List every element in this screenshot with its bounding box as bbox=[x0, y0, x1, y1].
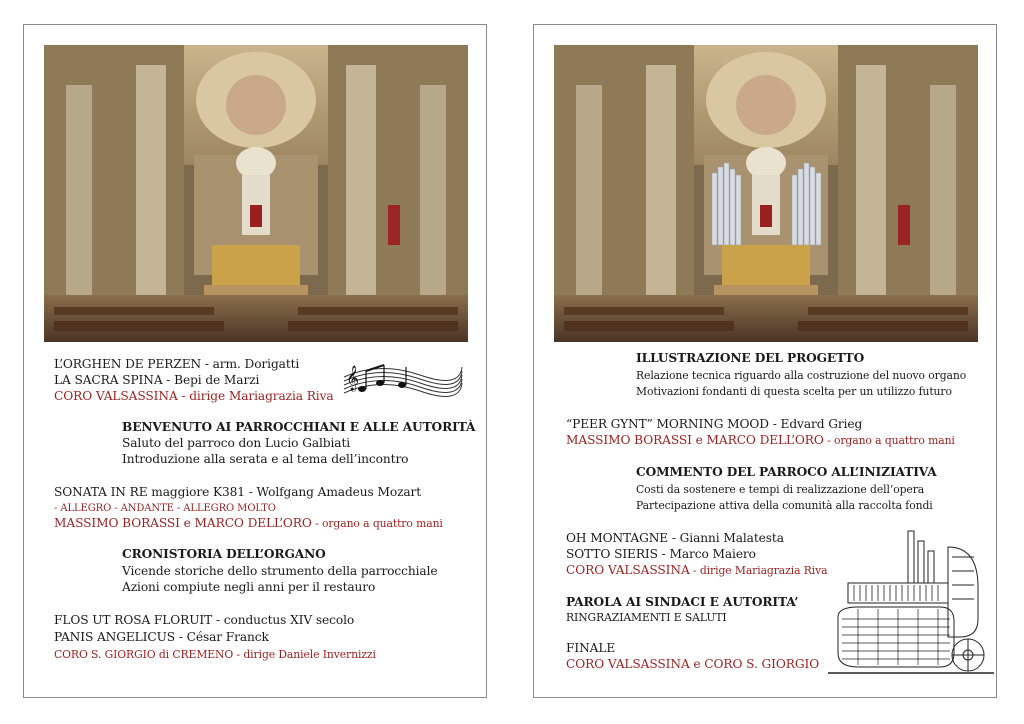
program-line: - ALLEGRO - ANDANTE - ALLEGRO MOLTO bbox=[54, 503, 276, 514]
right-page bbox=[533, 24, 997, 698]
organ-machine-engraving bbox=[828, 527, 994, 679]
program-line: Vicende storiche dello strumento della parrocchiale bbox=[122, 564, 438, 578]
church-photo-illustration bbox=[44, 45, 468, 342]
program-line: RINGRAZIAMENTI E SALUTI bbox=[566, 611, 727, 624]
svg-text:𝄞: 𝄞 bbox=[346, 366, 360, 391]
program-line: SOTTO SIERIS - Marco Maiero bbox=[566, 547, 756, 561]
program-line: Relazione tecnica riguardo alla costruzione del nuovo organo bbox=[636, 369, 967, 382]
program-line: LA SACRA SPINA - Bepi de Marzi bbox=[54, 373, 260, 387]
program-line: CORO VALSASSINA e CORO S. GIORGIO bbox=[566, 657, 820, 671]
program-line: MASSIMO BORASSI e MARCO DELL’ORO - organo a quattro mani bbox=[54, 516, 443, 530]
program-line: CORO S. GIORGIO di CREMENO - dirige Daniele Invernizzi bbox=[54, 648, 376, 661]
program-line: Partecipazione attiva della comunità alla raccolta fondi bbox=[636, 499, 933, 512]
program-line: “PEER GYNT” MORNING MOOD - Edvard Grieg bbox=[566, 417, 863, 431]
program-line: Motivazioni fondanti di questa scelta per un utilizzo futuro bbox=[636, 385, 952, 398]
program-line: CORO VALSASSINA - dirige Mariagrazia Riva bbox=[566, 563, 828, 577]
section-heading: PAROLA AI SINDACI E AUTORITA’ bbox=[566, 595, 799, 609]
program-line: Introduzione alla serata e al tema dell’incontro bbox=[122, 452, 409, 466]
section-heading: CRONISTORIA DELL’ORGANO bbox=[122, 547, 326, 561]
program-line: SONATA IN RE maggiore K381 - Wolfgang Amadeus Mozart bbox=[54, 485, 422, 499]
program-line: Saluto del parroco don Lucio Galbiati bbox=[122, 436, 351, 450]
program-line: Costi da sostenere e tempi di realizzazione dell’opera bbox=[636, 483, 925, 496]
church-photo-illustration bbox=[554, 45, 978, 342]
church-interior-photo-with-organ bbox=[554, 45, 978, 342]
program-line: PANIS ANGELICUS - César Franck bbox=[54, 630, 269, 644]
church-interior-photo bbox=[44, 45, 468, 342]
program-line: CORO VALSASSINA - dirige Mariagrazia Riva bbox=[54, 389, 334, 403]
left-page bbox=[23, 24, 487, 698]
program-line: MASSIMO BORASSI e MARCO DELL’ORO - organo a quattro mani bbox=[566, 433, 955, 447]
program-line: FLOS UT ROSA FLORUIT - conductus XIV secolo bbox=[54, 613, 355, 627]
music-notes-icon bbox=[340, 355, 464, 403]
section-heading: ILLUSTRAZIONE DEL PROGETTO bbox=[636, 351, 865, 365]
section-heading: COMMENTO DEL PARROCO ALL’INIZIATIVA bbox=[636, 465, 937, 479]
program-line: Azioni compiute negli anni per il restauro bbox=[122, 580, 376, 594]
program-line: OH MONTAGNE - Gianni Malatesta bbox=[566, 531, 784, 545]
section-heading: BENVENUTO AI PARROCCHIANI E ALLE AUTORITÀ bbox=[122, 420, 476, 434]
program-line: L’ORGHEN DE PERZEN - arm. Dorigatti bbox=[54, 357, 300, 371]
program-line: FINALE bbox=[566, 641, 616, 655]
